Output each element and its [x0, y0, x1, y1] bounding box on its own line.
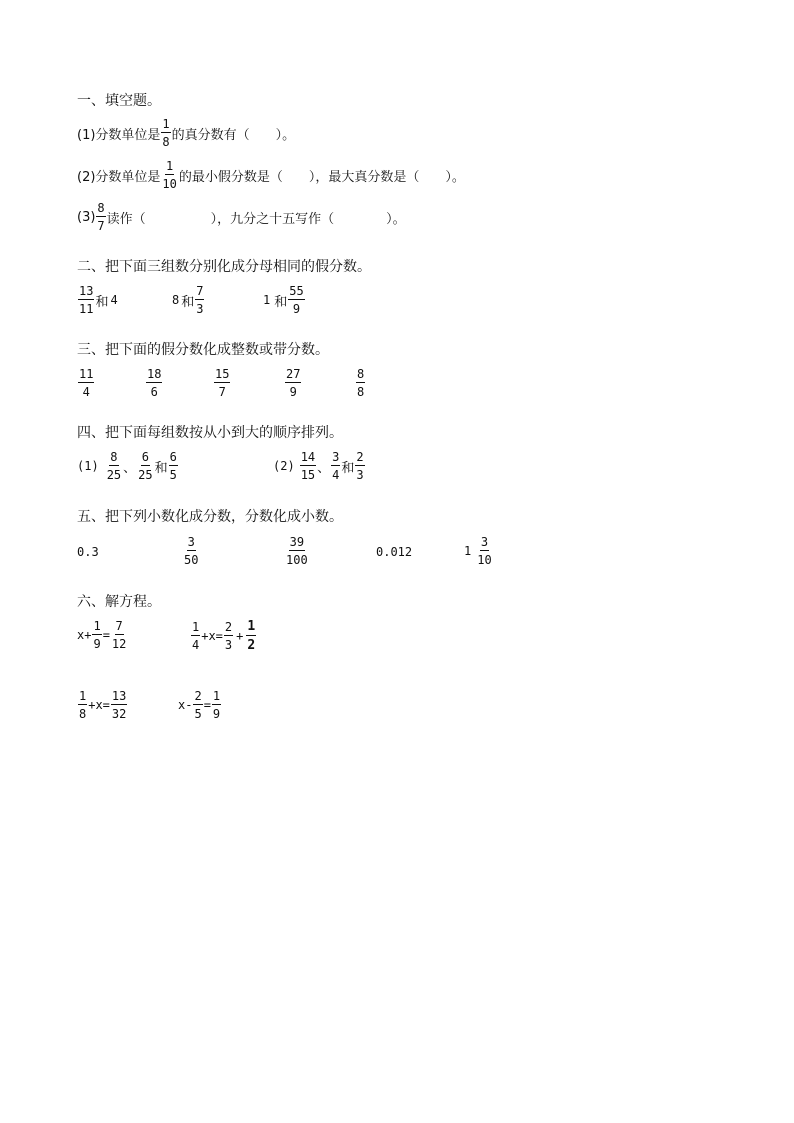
denominator: 8: [79, 707, 87, 721]
whole-number: 1: [263, 293, 271, 307]
numerator: 2: [356, 450, 364, 464]
section-6-heading: 六、解方程。: [77, 594, 161, 610]
separator: 、: [123, 460, 137, 476]
denominator: 11: [79, 302, 94, 316]
denominator: 6: [150, 385, 158, 399]
numerator: 15: [215, 367, 230, 381]
question-1-2: [77, 160, 465, 190]
question-1-3: [77, 202, 406, 232]
variable-term: +x=: [201, 629, 223, 643]
denominator: 50: [184, 553, 199, 567]
separator: 、: [317, 460, 331, 476]
denominator: 10: [162, 177, 177, 191]
numerator: 14: [300, 450, 316, 464]
and-label: 和: [95, 294, 109, 310]
equation-3: [77, 690, 128, 720]
group-label: (1): [77, 459, 99, 473]
order-group-2: [273, 451, 366, 481]
denominator: 32: [111, 707, 127, 721]
decimal-0-3: 0.3: [77, 545, 99, 559]
equation-2: [190, 620, 257, 652]
q1-1-prefix: (1)分数单位是: [77, 127, 161, 143]
q1-2-suffix: 的最小假分数是（ ），最大真分数是（ ）。: [178, 169, 465, 185]
equation-1: [77, 620, 128, 650]
denominator: 3: [196, 302, 204, 316]
numerator: 1: [162, 117, 170, 131]
fraction-7-12: [111, 620, 127, 650]
fraction: [476, 536, 492, 566]
fraction-1-4: [191, 621, 200, 651]
denominator: 100: [286, 553, 308, 567]
denominator: 3: [224, 638, 233, 652]
numerator: 7: [196, 284, 204, 298]
fraction-8-7: [96, 202, 105, 232]
improper-fraction-18-6: [145, 368, 163, 398]
and-label: 和: [154, 460, 168, 476]
numerator: 55: [289, 284, 304, 298]
fraction-6-25: [137, 451, 153, 481]
denominator: 12: [111, 637, 127, 651]
denominator: 9: [292, 302, 301, 316]
variable-term: x-: [178, 698, 193, 712]
q1-1-suffix: 的真分数有（ ）。: [171, 127, 296, 143]
fraction-2-3: [355, 451, 364, 481]
fraction-1-9: [92, 620, 101, 650]
mixed-number-1-3-10: [464, 536, 494, 566]
denominator: 25: [106, 468, 122, 482]
fraction-3-50: [182, 536, 200, 566]
denominator: 3: [356, 468, 364, 482]
numerator: 2: [194, 689, 202, 703]
section-2-heading: 二、把下面三组数分别化成分母相同的假分数。: [77, 259, 371, 275]
numerator: 3: [480, 535, 489, 549]
numerator: 3: [187, 535, 195, 549]
fraction-13-32: [111, 690, 127, 720]
denominator: 7: [97, 219, 105, 233]
denominator: 4: [332, 468, 340, 482]
fraction-2-5: [193, 690, 202, 720]
equals-sign: =: [102, 628, 110, 642]
fraction: [285, 368, 301, 398]
denominator: 7: [218, 385, 226, 399]
fraction-14-15: [300, 451, 316, 481]
numerator: 39: [289, 535, 305, 549]
denominator: 2: [247, 638, 256, 653]
fraction-7-3: [195, 285, 204, 315]
section-4-heading: 四、把下面每组数按从小到大的顺序排列。: [77, 425, 343, 441]
fraction-6-5: [169, 451, 178, 481]
variable-term: +x=: [88, 698, 110, 712]
denominator: 4: [82, 385, 90, 399]
fraction: [78, 368, 94, 398]
section-3-heading: 三、把下面的假分数化成整数或带分数。: [77, 342, 329, 358]
variable-term: x+: [77, 628, 92, 642]
numerator: 1: [212, 689, 221, 703]
numerator: 6: [169, 450, 177, 464]
fraction-55-9: [288, 285, 304, 315]
numerator: 18: [147, 367, 162, 381]
numerator: 2: [224, 620, 233, 634]
numerator: 6: [141, 450, 149, 464]
q1-3-suffix: 读作（ ），九分之十五写作（ ）。: [106, 211, 406, 227]
numerator: 3: [332, 450, 340, 464]
decimal-0-012: 0.012: [376, 545, 413, 559]
fraction: [356, 368, 365, 398]
numerator: 1: [166, 159, 174, 173]
denominator: 5: [194, 707, 202, 721]
fraction-1-10: [161, 160, 177, 190]
fraction-1-9: [212, 690, 221, 720]
denominator: 4: [192, 638, 200, 652]
numerator: 27: [286, 367, 301, 381]
numerator: 11: [79, 367, 94, 381]
numerator: 13: [111, 689, 127, 703]
group-label: (2): [273, 459, 295, 473]
fraction-8-25: [106, 451, 122, 481]
fraction: [146, 368, 162, 398]
group-b: [172, 285, 205, 315]
numerator: 1: [247, 619, 256, 634]
q1-2-prefix: (2)分数单位是: [77, 169, 161, 185]
question-1-1: [77, 118, 295, 148]
improper-fraction-27-9: [284, 368, 302, 398]
denominator: 8: [357, 385, 365, 399]
plus-sign: +: [236, 629, 244, 643]
whole-number: 4: [110, 293, 118, 307]
numerator: 1: [192, 620, 200, 634]
q1-3-prefix: (3): [77, 209, 96, 225]
whole-part: 1: [464, 544, 472, 558]
improper-fraction-8-8: [355, 368, 366, 398]
and-label: 和: [341, 460, 355, 476]
fraction-1-8: [161, 118, 170, 148]
fraction: [214, 368, 230, 398]
fraction-39-100: [284, 536, 310, 566]
group-a: [77, 285, 118, 315]
group-c: [263, 285, 306, 315]
numerator: 1: [79, 689, 87, 703]
and-label: 和: [274, 294, 288, 310]
numerator: 1: [93, 619, 101, 633]
fraction-1-8: [78, 690, 87, 720]
numerator: 13: [79, 284, 94, 298]
improper-fraction-11-4: [77, 368, 95, 398]
and-label: 和: [181, 294, 195, 310]
fraction: [183, 536, 199, 566]
fraction: [285, 536, 309, 566]
section-1-heading: 一、填空题。: [77, 93, 161, 109]
numerator: 8: [97, 201, 105, 215]
equals-sign: =: [203, 698, 211, 712]
denominator: 10: [477, 553, 492, 567]
whole-number: 8: [172, 293, 180, 307]
improper-fraction-15-7: [213, 368, 231, 398]
denominator: 9: [93, 637, 101, 651]
denominator: 5: [169, 468, 177, 482]
denominator: 8: [162, 135, 170, 149]
fraction-13-11: [78, 285, 94, 315]
section-5-heading: 五、把下列小数化成分数，分数化成小数。: [77, 509, 343, 525]
fraction-1-2: [246, 620, 256, 652]
numerator: 8: [357, 367, 365, 381]
denominator: 9: [212, 707, 221, 721]
equation-4: [178, 690, 222, 720]
denominator: 15: [300, 468, 316, 482]
denominator: 9: [289, 385, 297, 399]
numerator: 7: [115, 619, 123, 633]
numerator: 8: [110, 450, 118, 464]
order-group-1: [77, 451, 179, 481]
denominator: 25: [138, 468, 153, 482]
fraction-2-3: [224, 621, 233, 651]
fraction-3-4: [331, 451, 340, 481]
